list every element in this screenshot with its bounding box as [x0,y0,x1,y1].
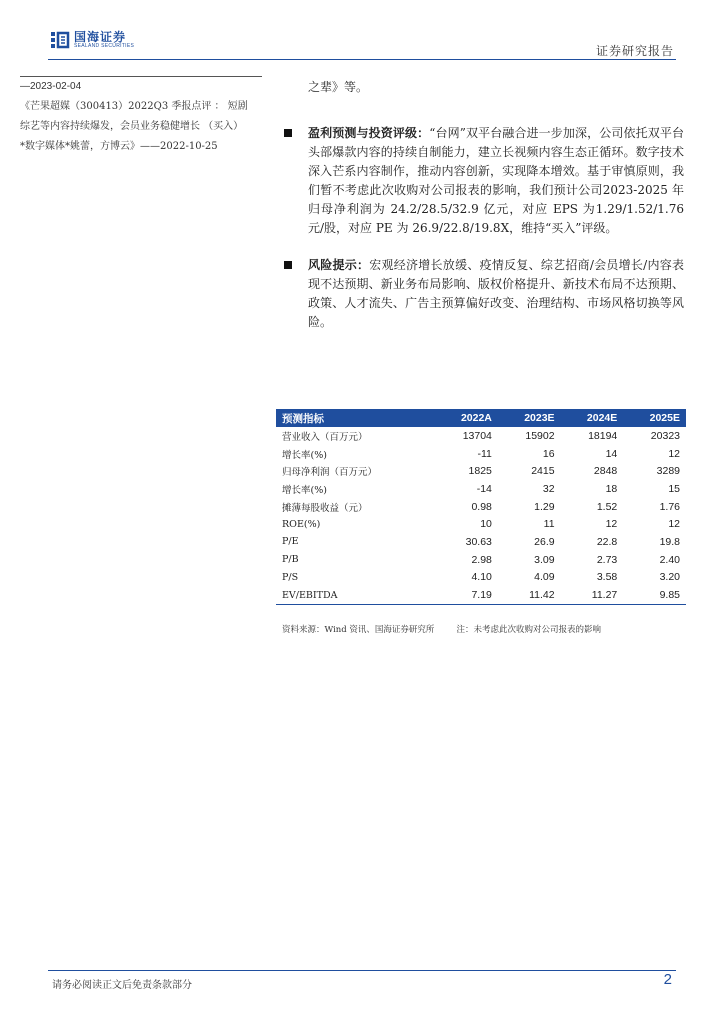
table-cell: 11.27 [561,586,624,604]
table-note: 注：未考虑此次收购对公司报表的影响 [456,625,601,635]
bullet-square-icon [284,261,292,269]
table-row [276,427,686,445]
table-cell: P/S [282,571,299,583]
risk-label: 风险提示： [308,258,370,272]
table-row [276,498,686,516]
table-cell: 1.52 [596,500,618,513]
forecast-table [276,409,686,605]
related-report-line: —2023-02-04 [20,81,82,92]
table-header-cell: 2025E [623,409,686,427]
table-cell: 20323 [650,429,680,442]
risk-text: 宏观经济增长放缓、疫情反复、综艺招商/会员增长/内容表现不达预期、新业务布局影响、版权价格提升、新技术布局不达预期、政策、人才流失、广告主预算偏好改变、治理结构、市场风格切换等风险。 [308,258,684,329]
table-cell: 3289 [656,465,680,478]
table-cell: 30.63 [465,535,492,548]
table-row [276,515,686,533]
forecast-text: “台网”双平台融合进一步加深，公司依托双平台头部爆款内容的持续自制能力，建立长视频内容生态正循环。数字技术深入芒系内容制作，推动内容创新，实现降本增效。基于审慎原则，我们暂不考虑此次收购对公司报表的影响，我们预计公司2023-2025 年归母净利润为 24.2/28.5/32.9 亿元，对应 EPS 为1.29/1.52/1.76 元/股，对应 PE 为 26.9/22.8/19.8X，维持“买入”评级。 [308,126,684,235]
table-cell: EV/EBITDA [276,586,434,604]
table-cell: 11 [543,518,555,531]
table-cell: 3.20 [659,571,680,584]
table-row [276,445,686,463]
table-cell: 19.8 [659,535,680,548]
table-footnote [282,623,686,635]
table-cell: 归母净利润（百万元） [282,467,378,479]
table-cell: 9.85 [623,586,686,604]
header-divider [48,59,676,60]
table-cell: 1.29 [534,500,555,513]
table-row [276,462,686,480]
table-header-cell: 预测指标 [276,409,434,427]
table-cell: 2.40 [659,553,680,566]
forecast-bullet [282,124,684,238]
related-report-line: 《芒果超媒（300413）2022Q3 季报点评 ： 短剧 [20,101,248,112]
table-header-cell: 2023E [498,409,561,427]
table-row [276,533,686,551]
footer-divider [48,970,676,971]
table-cell: 14 [605,447,618,460]
related-report-line: 综艺等内容持续爆发，会员业务稳健增长 （买入） [20,121,244,132]
bullet-square-icon [284,129,292,137]
page-number: 2 [663,971,672,988]
continuation-text: 之辈》等。 [308,80,369,94]
related-report-line: *数字媒体*姚蕾，方博云》——2022-10-25 [20,141,218,152]
main-text [282,78,684,332]
logo-en-text: SEALAND SECURITIES [74,43,135,49]
forecast-label: 盈利预测与投资评级： [308,126,430,140]
table-cell: P/E [282,536,299,548]
table-cell: 12 [668,447,680,460]
footer-disclaimer: 请务必阅读正文后免责条款部分 [52,980,192,991]
table-cell: 营业收入（百万元） [282,431,368,443]
related-reports [20,76,262,157]
table-source: 资料来源：Wind 资讯、国海证券研究所 [282,625,435,635]
table-row [276,480,686,498]
table-cell: 3.09 [534,553,555,566]
table-cell: 2.73 [596,553,618,566]
table-row [276,551,686,569]
table-cell: 1.76 [659,500,680,513]
logo-cn-text: 国海证券 [74,30,127,44]
table-cell: 3.58 [596,571,618,584]
sealand-logo-icon [50,30,70,50]
table-cell: 15902 [525,429,555,442]
table-cell: 摊薄每股收益（元） [282,502,368,514]
table-header-row [276,409,686,427]
table-cell: 4.09 [534,571,555,584]
table-cell: 18194 [588,429,618,442]
table-cell: 32 [542,482,555,495]
table-cell: 26.9 [534,535,555,548]
table-cell: 22.8 [596,535,618,548]
table-cell: 增长率(%) [282,484,327,496]
table-cell: 10 [480,518,492,531]
table-cell: 15 [668,482,680,495]
table-cell: 16 [542,447,555,460]
table-cell: -14 [476,482,492,495]
table-cell: 2848 [593,465,618,478]
table-cell: 18 [605,482,618,495]
table-cell: 0.98 [471,500,492,513]
table-cell: 12 [668,518,680,531]
company-logo [50,30,134,50]
table-row [276,586,686,604]
table-cell: 11.42 [498,586,561,604]
table-cell: 4.10 [471,571,492,584]
table-cell: 2415 [531,465,555,478]
risk-bullet [282,256,684,332]
table-cell: -11 [477,447,492,460]
table-header-cell: 2022A [434,409,498,427]
table-cell: ROE(%) [282,518,321,530]
table-cell: 增长率(%) [282,449,327,461]
report-type: 证券研究报告 [595,44,674,58]
table-cell: 2.98 [471,553,492,566]
page-header [0,0,724,60]
table-header-cell: 2024E [561,409,624,427]
table-row [276,569,686,587]
table-cell: 13704 [462,429,492,442]
table-cell: 12 [605,518,618,531]
table-cell: 7.19 [434,586,498,604]
table-cell: P/B [282,554,299,566]
table-cell: 1825 [468,465,492,478]
